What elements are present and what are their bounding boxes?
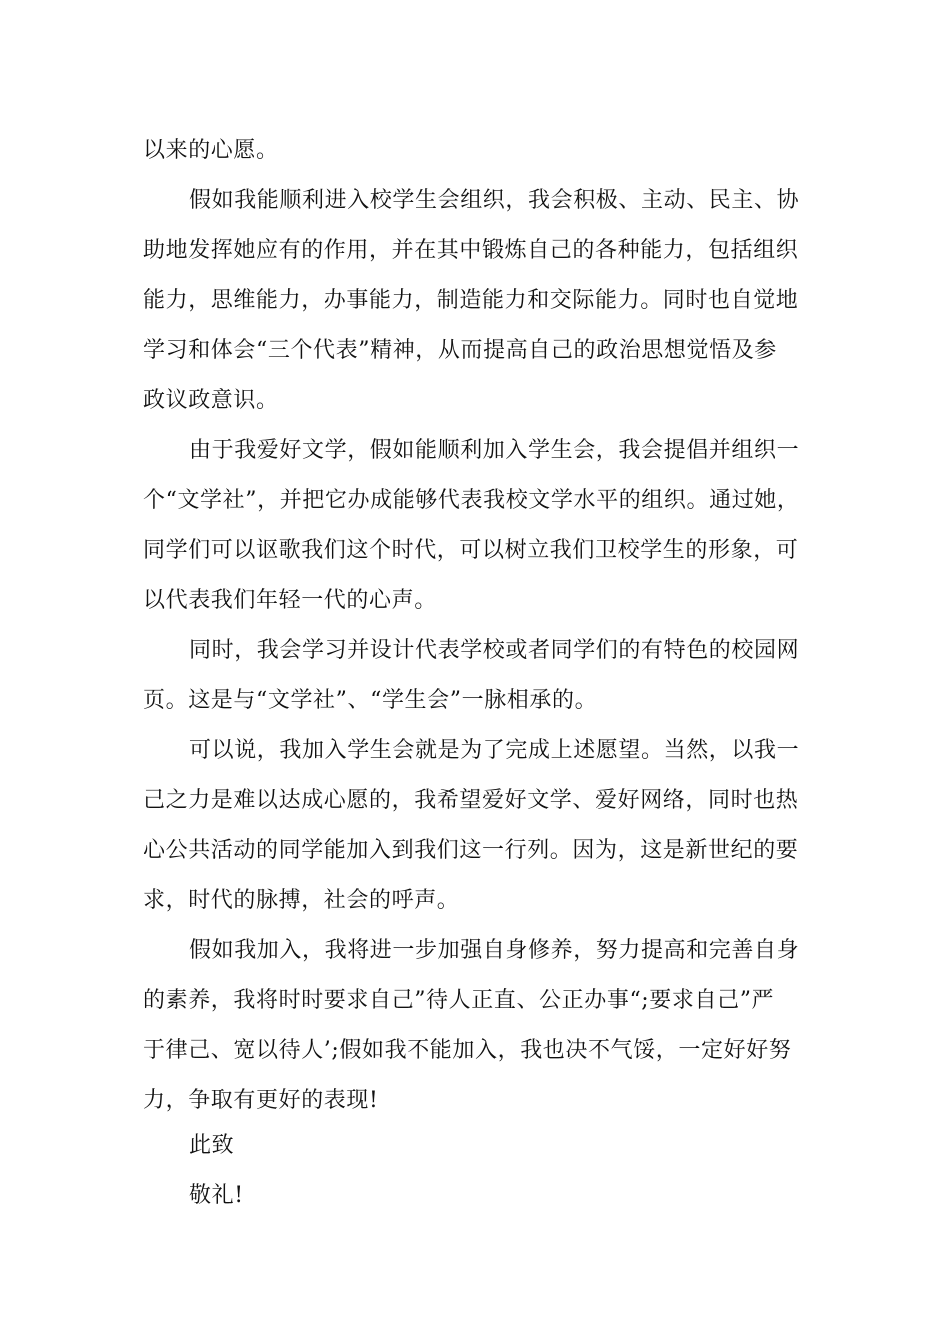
text-line: 心公共活动的同学能加入到我们这一行列。因为，这是新世纪的要 — [143, 838, 799, 863]
text-line: 力，争取有更好的表现! — [143, 1088, 379, 1113]
text-line: 学习和体会“三个代表”精神，从而提高自己的政治思想觉悟及参 — [143, 338, 777, 363]
text-line: 助地发挥她应有的作用，并在其中锻炼自己的各种能力，包括组织 — [143, 238, 799, 263]
text-line: 以来的心愿。 — [143, 138, 279, 163]
text-line: 同时，我会学习并设计代表学校或者同学们的有特色的校园网 — [189, 638, 800, 663]
text-line: 由于我爱好文学，假如能顺利加入学生会，我会提倡并组织一 — [189, 438, 800, 463]
closing-salutation: 此致 — [189, 1133, 235, 1158]
text-line: 个“文学社”，并把它办成能够代表我校文学水平的组织。通过她， — [143, 488, 800, 513]
text-line: 可以说，我加入学生会就是为了完成上述愿望。当然，以我一 — [189, 738, 800, 763]
text-line: 假如我能顺利进入校学生会组织，我会积极、主动、民主、协 — [189, 188, 800, 213]
text-line: 的素养，我将时时要求自己”待人正直、公正办事“;要求自己”严 — [143, 988, 775, 1013]
text-line: 能力，思维能力，办事能力，制造能力和交际能力。同时也自觉地 — [143, 288, 799, 313]
text-line: 己之力是难以达成心愿的，我希望爱好文学、爱好网络，同时也热 — [143, 788, 799, 813]
text-line: 政议政意识。 — [143, 388, 279, 413]
text-line: 同学们可以讴歌我们这个时代，可以树立我们卫校学生的形象，可 — [143, 538, 799, 563]
text-line: 页。这是与“文学社”、“学生会”一脉相承的。 — [143, 688, 598, 713]
text-line: 以代表我们年轻一代的心声。 — [143, 588, 437, 613]
text-line: 假如我加入，我将进一步加强自身修养，努力提高和完善自身 — [189, 938, 800, 963]
text-line: 于律己、宽以待人’;假如我不能加入，我也决不气馁，一定好好努 — [143, 1038, 792, 1063]
text-line: 求，时代的脉搏，社会的呼声。 — [143, 888, 460, 913]
closing-regards: 敬礼! — [189, 1183, 244, 1208]
